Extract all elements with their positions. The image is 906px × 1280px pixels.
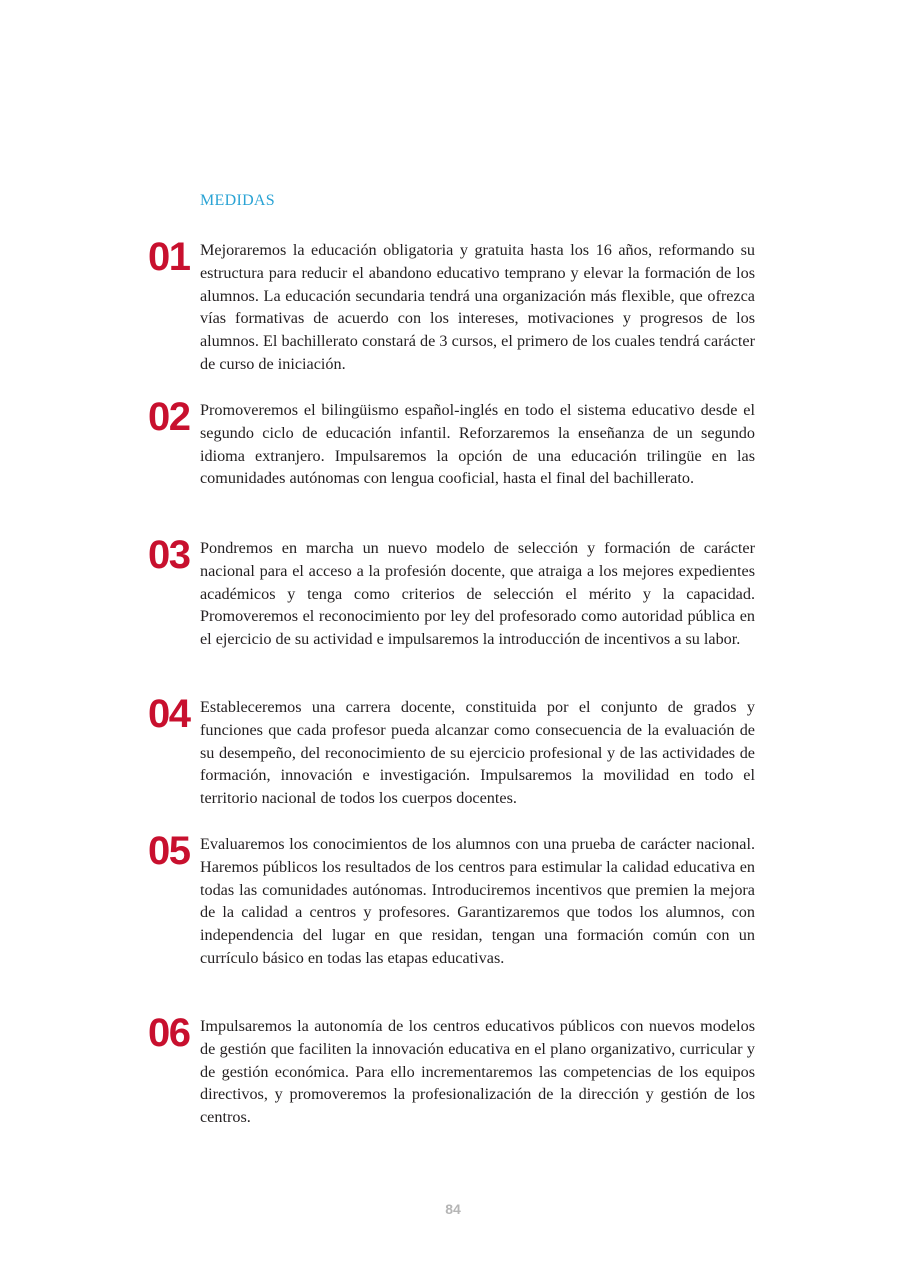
measure-text: Mejoraremos la educación obligatoria y gratuita hasta los 16 años, reformando su estructura para reducir el abandono educativo temprano y elevar la formación de los alumnos. La educación secundaria tendrá una organización más flexible, que ofrezca vías formativas de acuerdo con los intereses, motivaciones y progresos de los alumnos. El bachillerato constará de 3 cursos, el primero de los cuales tendrá carácter de curso de iniciación.	[200, 241, 755, 373]
measure-text: Evaluaremos los conocimientos de los alumnos con una prueba de carácter nacional. Haremos públicos los resultados de los centros para estimular la calidad educativa en todas las comunidades autónomas. Introduciremos incentivos que premien la mejora de la calidad a centros y profesores. Garantizaremos que todos los alumnos, con independencia del lugar en que residan, tengan una formación común con un currículo básico en todas las etapas educativas.	[200, 835, 755, 967]
measure-number: 06	[148, 1011, 190, 1055]
measure-number: 02	[148, 395, 190, 439]
measure-number: 04	[148, 692, 190, 736]
page-number: 84	[445, 1201, 461, 1217]
section-title: MEDIDAS	[200, 192, 275, 209]
measure-text: Impulsaremos la autonomía de los centros educativos públicos con nuevos modelos de gestión que faciliten la innovación educativa en el plano organizativo, curricular y de gestión económica. Para ello incrementaremos las competencias de los equipos directivos, y promoveremos la profesionalización de la dirección y gestión de los centros.	[200, 1017, 755, 1127]
measure-number: 03	[148, 533, 190, 577]
measure-number: 05	[148, 829, 190, 873]
measure-number: 01	[148, 235, 190, 279]
measure-text: Pondremos en marcha un nuevo modelo de selección y formación de carácter nacional para el acceso a la profesión docente, que atraiga a los mejores expedientes académicos y tenga como criterios de selección el mérito y la capacidad. Promoveremos el reconocimiento por ley del profesorado como autoridad pública en el ejercicio de su actividad e impulsaremos la introducción de incentivos a su labor.	[200, 539, 755, 649]
measure-text: Promoveremos el bilingüismo español-inglés en todo el sistema educativo desde el segundo ciclo de educación infantil. Reforzaremos la enseñanza de un segundo idioma extranjero. Impulsaremos la opción de una educación trilingüe en las comunidades autónomas con lengua cooficial, hasta el final del bachillerato.	[200, 401, 755, 488]
measure-text: Estableceremos una carrera docente, constituida por el conjunto de grados y funciones que cada profesor pueda alcanzar como consecuencia de la evaluación de su desempeño, del reconocimiento de su ejercicio profesional y de las actividades de formación, innovación e investigación. Impulsaremos la movilidad en todo el territorio nacional de todos los cuerpos docentes.	[200, 698, 755, 808]
